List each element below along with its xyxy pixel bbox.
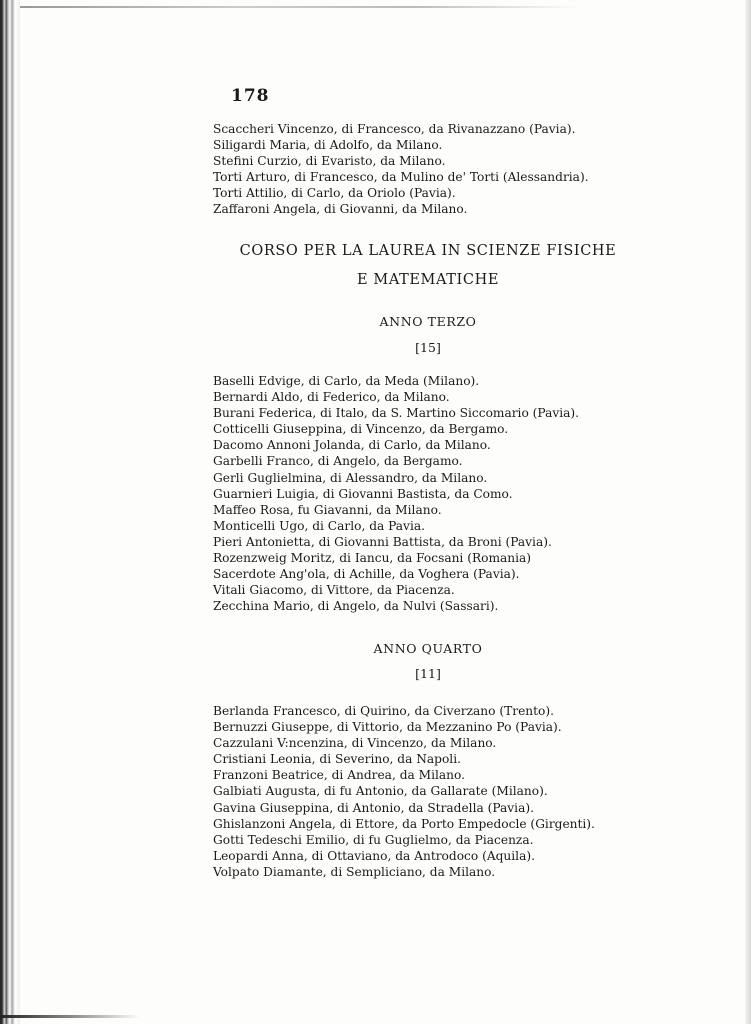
year3-count: [15] — [415, 340, 441, 355]
list-item: Rozenzweig Moritz, di Iancu, da Focsani (Romania) — [213, 551, 532, 566]
page-number: 178 — [231, 86, 270, 106]
list-item: Cotticelli Giuseppina, di Vincenzo, da Bergamo. — [213, 422, 509, 437]
list-item: Gerli Guglielmina, di Alessandro, da Milano. — [213, 470, 488, 485]
right-scan-edge — [745, 0, 751, 1024]
list-item: Gavina Giuseppina, di Antonio, da Stradella (Pavia). — [213, 800, 534, 815]
list-item: Galbiati Augusta, di fu Antonio, da Gallarate (Milano). — [213, 784, 548, 799]
top-scan-edge — [20, 6, 580, 8]
list-item: Vitali Giacomo, di Vittore, da Piacenza. — [213, 583, 455, 598]
bottom-scan-edge — [0, 1015, 140, 1018]
list-item: Cazzulani V:ncenzina, di Vincenzo, da Milano. — [213, 736, 497, 751]
list-item: Torti Arturo, di Francesco, da Mulino de' Torti (Alessandria). — [213, 170, 589, 185]
list-item: Sacerdote Ang'ola, di Achille, da Voghera (Pavia). — [213, 567, 520, 582]
list-item: Berlanda Francesco, di Quirino, da Civerzano (Trento). — [213, 704, 554, 718]
list-item: Torti Attilio, di Carlo, da Oriolo (Pavia). — [213, 186, 456, 201]
list-item: Guarnieri Luigia, di Giovanni Bastista, da Como. — [213, 486, 513, 501]
list-item: Zaffaroni Angela, di Giovanni, da Milano. — [213, 202, 468, 217]
year4-title: ANNO QUARTO — [373, 641, 483, 656]
list-item: Dacomo Annoni Jolanda, di Carlo, da Milano. — [213, 438, 491, 453]
list-item: Gotti Tedeschi Emilio, di fu Guglielmo, da Piacenza. — [213, 832, 534, 847]
list-item: Zecchina Mario, di Angelo, da Nulvi (Sassari). — [213, 599, 499, 614]
year3-title: ANNO TERZO — [379, 314, 477, 329]
list-item: Scaccheri Vincenzo, di Francesco, da Rivanazzano (Pavia). — [213, 122, 576, 136]
list-item: Garbelli Franco, di Angelo, da Bergamo. — [213, 454, 463, 469]
year4-count: [11] — [415, 666, 441, 681]
year3-student-list — [213, 373, 579, 614]
course-heading-line2: E MATEMATICHE — [356, 272, 500, 288]
list-item: Burani Federica, di Italo, da S. Martino Siccomario (Pavia). — [213, 406, 580, 421]
list-item: Volpato Diamante, di Sempliciano, da Milano. — [213, 864, 496, 879]
list-item: Siligardi Maria, di Adolfo, da Milano. — [213, 138, 443, 153]
year4-student-list — [213, 703, 595, 880]
list-item: Cristiani Leonia, di Severino, da Napoli. — [213, 752, 461, 767]
list-item: Pieri Antonietta, di Giovanni Battista, da Broni (Pavia). — [213, 534, 552, 549]
list-item: Bernuzzi Giuseppe, di Vittorio, da Mezzanino Po (Pavia). — [213, 720, 562, 735]
binding-edge — [0, 0, 20, 1024]
list-item: Leopardi Anna, di Ottaviano, da Antrodoco (Aquila). — [213, 848, 535, 863]
list-item: Franzoni Beatrice, di Andrea, da Milano. — [213, 768, 466, 783]
list-item: Stefini Curzio, di Evaristo, da Milano. — [213, 154, 446, 169]
list-item: Ghislanzoni Angela, di Ettore, da Porto Empedocle (Girgenti). — [213, 816, 595, 831]
top-student-list — [213, 121, 589, 218]
course-heading-line1: CORSO PER LA LAUREA IN SCIENZE FISICHE — [239, 243, 617, 259]
list-item: Bernardi Aldo, di Federico, da Milano. — [213, 390, 450, 405]
list-item: Maffeo Rosa, fu Giavanni, da Milano. — [213, 502, 442, 517]
list-item: Baselli Edvige, di Carlo, da Meda (Milano). — [213, 374, 480, 388]
list-item: Monticelli Ugo, di Carlo, da Pavia. — [213, 518, 425, 533]
